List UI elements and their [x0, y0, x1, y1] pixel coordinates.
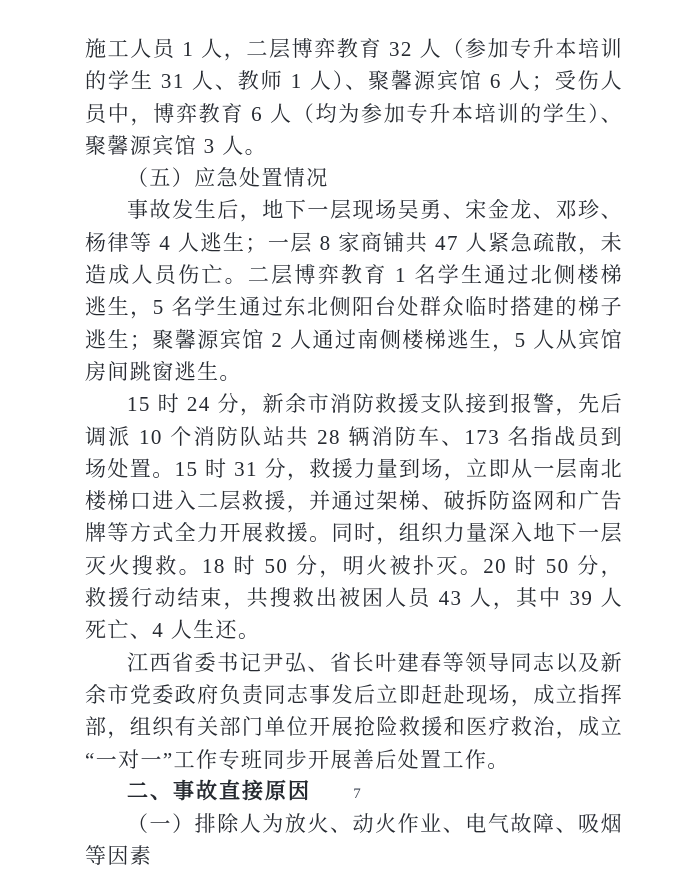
heading-section-2-direct-cause: 二、事故直接原因 [127, 779, 311, 803]
paragraph-casualty-continued: 施工人员 1 人，二层博弈教育 32 人（参加专升本培训的学生 31 人、教师 1 人）、聚馨源宾馆 6 人；受伤人员中，博弈教育 6 人（均为参加专升本培训的学生）、聚馨源宾馆 3 人。 [85, 37, 623, 158]
page-number: 7 [353, 786, 361, 802]
heading-subsection-1-ruled-out-factors: （一）排除人为放火、动火作业、电气故障、吸烟等因素 [85, 812, 623, 869]
paragraph-leadership-response: 江西省委书记尹弘、省长叶建春等领导同志以及新余市党委政府负责同志事发后立即赶赴现场，成立指挥部，组织有关部门单位开展抢险救援和医疗救治，成立“一对一”工作专班同步开展善后处置工作。 [85, 650, 623, 772]
paragraph-escape-details: 事故发生后，地下一层现场吴勇、宋金龙、邓珍、杨律等 4 人逃生；一层 8 家商铺共 47 人紧急疏散，未造成人员伤亡。二层博弈教育 1 名学生通过北侧楼梯逃生，5 名学生通过东北侧阳台处群众临时搭建的梯子逃生；聚馨源宾馆 2 人通过南侧楼梯逃生，5 人从宾馆房间跳窗逃生。 [85, 198, 623, 384]
paragraph-rescue-operations: 15 时 24 分，新余市消防救援支队接到报警，先后调派 10 个消防队站共 28 辆消防车、173 名指战员到场处置。15 时 31 分，救援力量到场，立即从一层南北楼梯口进入二层救援，并通过架梯、破拆防盗网和广告牌等方式全力开展救援。同时，组织力量深入地下一层灭火搜救。18 时 50 分，明火被扑灭。20 时 50 分，救援行动结束，共搜救出被困人员 43 人，其中 39 人死亡、4 人生还。 [85, 392, 623, 643]
document-body [85, 33, 623, 873]
heading-section-5-emergency-response: （五）应急处置情况 [127, 166, 329, 191]
